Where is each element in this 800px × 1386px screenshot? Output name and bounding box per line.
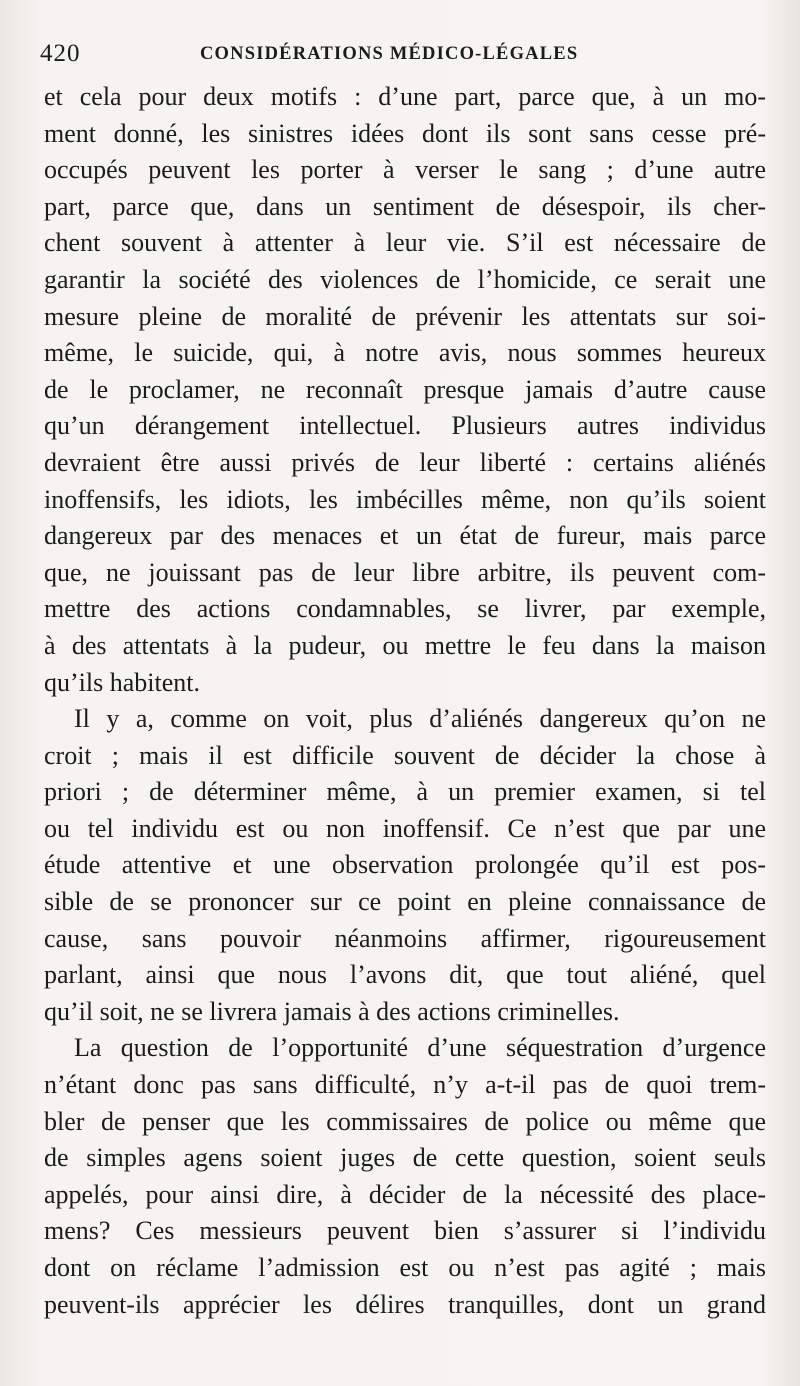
- text-line: de simples agens soient juges de cette question, soient seuls: [44, 1143, 766, 1173]
- text-line: bler de penser que les commissaires de police ou même que: [44, 1106, 766, 1136]
- page-header: [40, 40, 600, 74]
- body-text: [44, 79, 766, 1323]
- text-line: et cela pour deux motifs : d’une part, parce que, à un mo-: [44, 82, 766, 111]
- text-line: inoffensifs, les idiots, les imbécilles même, non qu’ils soient: [44, 484, 766, 514]
- running-head: CONSIDÉRATIONS MÉDICO-LÉGALES: [200, 44, 579, 64]
- paragraph-start-line: Il y a, comme on voit, plus d’aliénés dangereux qu’on ne: [74, 704, 766, 734]
- text-line: croit ; mais il est difficile souvent de décider la chose à: [44, 740, 766, 770]
- paragraph-start-line: La question de l’opportunité d’une séquestration d’urgence: [74, 1033, 766, 1063]
- text-line: part, parce que, dans un sentiment de désespoir, ils cher-: [44, 191, 766, 221]
- text-line: mens? Ces messieurs peuvent bien s’assurer si l’individu: [44, 1216, 766, 1246]
- text-line: n’étant donc pas sans difficulté, n’y a-t-il pas de quoi trem-: [44, 1070, 766, 1100]
- text-line: étude attentive et une observation prolongée qu’il est pos-: [44, 850, 766, 880]
- text-line: même, le suicide, qui, à notre avis, nous sommes heureux: [44, 338, 766, 368]
- text-line: dont on réclame l’admission est ou n’est pas agité ; mais: [44, 1253, 766, 1282]
- text-line: à des attentats à la pudeur, ou mettre le feu dans la maison: [44, 630, 766, 660]
- paragraph-end-line: qu’ils habitent.: [44, 667, 200, 697]
- text-line: peuvent-ils apprécier les délires tranquilles, dont un grand: [44, 1289, 766, 1319]
- text-line: occupés peuvent les porter à verser le sang ; d’une autre: [44, 155, 766, 185]
- paragraph-end-line: qu’il soit, ne se livrera jamais à des actions criminelles.: [44, 996, 620, 1026]
- text-line: mesure pleine de moralité de prévenir les attentats sur soi-: [44, 301, 766, 331]
- text-line: priori ; de déterminer même, à un premier examen, si tel: [44, 777, 766, 807]
- text-line: chent souvent à attenter à leur vie. S’il est nécessaire de: [44, 228, 766, 258]
- text-line: devraient être aussi privés de leur liberté : certains aliénés: [44, 447, 766, 477]
- text-line: sible de se prononcer sur ce point en pleine connaissance de: [44, 887, 766, 917]
- text-line: de le proclamer, ne reconnaît presque jamais d’autre cause: [44, 374, 766, 404]
- text-line: parlant, ainsi que nous l’avons dit, que tout aliéné, quel: [44, 960, 766, 990]
- text-line: ment donné, les sinistres idées dont ils sont sans cesse pré-: [44, 118, 766, 148]
- text-line: cause, sans pouvoir néanmoins affirmer, rigoureusement: [44, 923, 766, 953]
- text-line: mettre des actions condamnables, se livrer, par exemple,: [44, 594, 766, 624]
- text-line: que, ne jouissant pas de leur libre arbitre, ils peuvent com-: [44, 557, 766, 587]
- text-line: appelés, pour ainsi dire, à décider de la nécessité des place-: [44, 1179, 766, 1209]
- text-line: ou tel individu est ou non inoffensif. Ce n’est que par une: [44, 813, 766, 843]
- text-line: garantir la société des violences de l’homicide, ce serait une: [44, 264, 766, 294]
- text-line: qu’un dérangement intellectuel. Plusieurs autres individus: [44, 411, 766, 441]
- text-line: dangereux par des menaces et un état de fureur, mais parce: [44, 521, 766, 551]
- page-number: 420: [40, 40, 81, 67]
